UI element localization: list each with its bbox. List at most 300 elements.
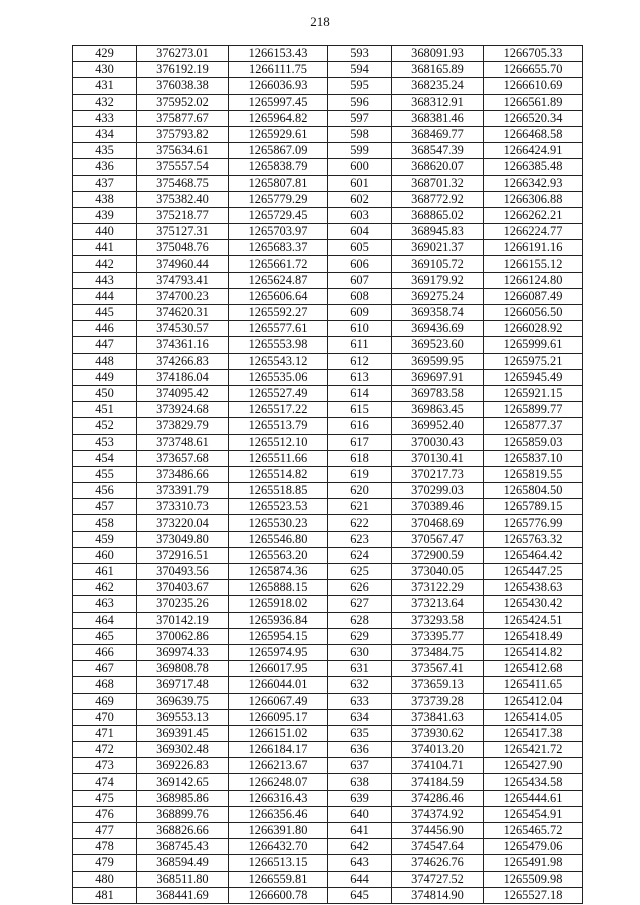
cell-y-coordinate: 1265513.79 [229,418,328,434]
cell-y-coordinate: 1265592.27 [229,305,328,321]
cell-y-coordinate: 1265479.06 [484,839,583,855]
cell-x-coordinate: 373049.80 [137,531,229,547]
cell-x-coordinate: 373659.13 [392,677,484,693]
cell-x-coordinate: 369523.60 [392,337,484,353]
cell-point-number: 447 [73,337,137,353]
cell-x-coordinate: 373829.79 [137,418,229,434]
cell-y-coordinate: 1265918.02 [229,596,328,612]
cell-point-number: 451 [73,402,137,418]
cell-x-coordinate: 368985.86 [137,790,229,806]
cell-point-number: 463 [73,596,137,612]
cell-y-coordinate: 1266248.07 [229,774,328,790]
cell-point-number: 441 [73,240,137,256]
cell-x-coordinate: 368091.93 [392,46,484,62]
cell-point-number: 458 [73,515,137,531]
table-row [73,661,583,677]
cell-point-number: 438 [73,191,137,207]
table-row [73,288,583,304]
cell-y-coordinate: 1265683.37 [229,240,328,256]
cell-point-number: 608 [328,288,392,304]
cell-y-coordinate: 1266087.49 [484,288,583,304]
cell-point-number: 618 [328,450,392,466]
cell-x-coordinate: 374960.44 [137,256,229,272]
cell-point-number: 632 [328,677,392,693]
cell-y-coordinate: 1265530.23 [229,515,328,531]
cell-x-coordinate: 369863.45 [392,402,484,418]
cell-point-number: 474 [73,774,137,790]
cell-y-coordinate: 1266705.33 [484,46,583,62]
cell-y-coordinate: 1265509.98 [484,871,583,887]
cell-y-coordinate: 1266184.17 [229,742,328,758]
cell-x-coordinate: 375048.76 [137,240,229,256]
cell-x-coordinate: 375793.82 [137,126,229,142]
cell-point-number: 469 [73,693,137,709]
cell-y-coordinate: 1265546.80 [229,531,328,547]
table-row [73,159,583,175]
cell-y-coordinate: 1265514.82 [229,466,328,482]
cell-y-coordinate: 1266155.12 [484,256,583,272]
table-row [73,515,583,531]
cell-x-coordinate: 370130.41 [392,450,484,466]
cell-point-number: 631 [328,661,392,677]
cell-point-number: 432 [73,94,137,110]
table-row [73,483,583,499]
cell-y-coordinate: 1265517.22 [229,402,328,418]
cell-y-coordinate: 1266036.93 [229,78,328,94]
cell-y-coordinate: 1265703.97 [229,224,328,240]
cell-y-coordinate: 1265999.61 [484,337,583,353]
cell-point-number: 472 [73,742,137,758]
cell-y-coordinate: 1266213.67 [229,758,328,774]
cell-point-number: 476 [73,806,137,822]
cell-y-coordinate: 1266316.43 [229,790,328,806]
table-row [73,418,583,434]
cell-y-coordinate: 1265577.61 [229,321,328,337]
cell-y-coordinate: 1266559.81 [229,871,328,887]
cell-x-coordinate: 369783.58 [392,385,484,401]
cell-point-number: 453 [73,434,137,450]
cell-x-coordinate: 368594.49 [137,855,229,871]
cell-point-number: 613 [328,369,392,385]
cell-y-coordinate: 1265523.53 [229,499,328,515]
cell-y-coordinate: 1266017.95 [229,661,328,677]
cell-point-number: 644 [328,871,392,887]
cell-point-number: 612 [328,353,392,369]
cell-x-coordinate: 369358.74 [392,305,484,321]
table-row [73,78,583,94]
cell-y-coordinate: 1265543.12 [229,353,328,369]
cell-y-coordinate: 1265465.72 [484,823,583,839]
table-row [73,434,583,450]
cell-x-coordinate: 375952.02 [137,94,229,110]
table-row [73,272,583,288]
cell-x-coordinate: 369952.40 [392,418,484,434]
cell-x-coordinate: 370062.86 [137,628,229,644]
table-row [73,385,583,401]
cell-x-coordinate: 370142.19 [137,612,229,628]
cell-x-coordinate: 369302.48 [137,742,229,758]
table-row [73,240,583,256]
cell-y-coordinate: 1265819.55 [484,466,583,482]
cell-point-number: 606 [328,256,392,272]
table-row [73,774,583,790]
cell-point-number: 623 [328,531,392,547]
cell-point-number: 615 [328,402,392,418]
cell-y-coordinate: 1266306.88 [484,191,583,207]
cell-y-coordinate: 1265763.32 [484,531,583,547]
cell-point-number: 593 [328,46,392,62]
cell-x-coordinate: 369021.37 [392,240,484,256]
table-row [73,305,583,321]
cell-point-number: 466 [73,644,137,660]
cell-point-number: 478 [73,839,137,855]
cell-y-coordinate: 1266513.15 [229,855,328,871]
cell-y-coordinate: 1266610.69 [484,78,583,94]
cell-y-coordinate: 1265563.20 [229,547,328,563]
cell-x-coordinate: 374793.41 [137,272,229,288]
cell-point-number: 636 [328,742,392,758]
table-row [73,175,583,191]
cell-x-coordinate: 368899.76 [137,806,229,822]
cell-point-number: 598 [328,126,392,142]
cell-point-number: 643 [328,855,392,871]
cell-x-coordinate: 368469.77 [392,126,484,142]
cell-y-coordinate: 1266028.92 [484,321,583,337]
cell-point-number: 641 [328,823,392,839]
cell-y-coordinate: 1265837.10 [484,450,583,466]
table-row [73,337,583,353]
cell-point-number: 605 [328,240,392,256]
cell-y-coordinate: 1265464.42 [484,547,583,563]
cell-point-number: 468 [73,677,137,693]
cell-point-number: 629 [328,628,392,644]
cell-y-coordinate: 1265454.91 [484,806,583,822]
cell-x-coordinate: 373657.68 [137,450,229,466]
cell-x-coordinate: 373567.41 [392,661,484,677]
cell-point-number: 645 [328,887,392,903]
cell-y-coordinate: 1265945.49 [484,369,583,385]
cell-x-coordinate: 373293.58 [392,612,484,628]
cell-point-number: 481 [73,887,137,903]
cell-x-coordinate: 369105.72 [392,256,484,272]
cell-x-coordinate: 368865.02 [392,207,484,223]
cell-x-coordinate: 374456.90 [392,823,484,839]
cell-x-coordinate: 369697.91 [392,369,484,385]
table-row [73,855,583,871]
cell-x-coordinate: 373748.61 [137,434,229,450]
cell-point-number: 465 [73,628,137,644]
cell-x-coordinate: 373486.66 [137,466,229,482]
cell-x-coordinate: 375218.77 [137,207,229,223]
cell-x-coordinate: 374814.90 [392,887,484,903]
cell-x-coordinate: 369974.33 [137,644,229,660]
table-row [73,62,583,78]
cell-x-coordinate: 374530.57 [137,321,229,337]
cell-point-number: 603 [328,207,392,223]
cell-x-coordinate: 373040.05 [392,564,484,580]
table-row [73,644,583,660]
cell-y-coordinate: 1265936.84 [229,612,328,628]
cell-point-number: 460 [73,547,137,563]
cell-y-coordinate: 1265418.49 [484,628,583,644]
cell-x-coordinate: 374104.71 [392,758,484,774]
cell-y-coordinate: 1265867.09 [229,143,328,159]
cell-point-number: 452 [73,418,137,434]
cell-point-number: 628 [328,612,392,628]
cell-y-coordinate: 1265417.38 [484,725,583,741]
cell-x-coordinate: 373213.64 [392,596,484,612]
cell-x-coordinate: 370468.69 [392,515,484,531]
cell-x-coordinate: 373310.73 [137,499,229,515]
cell-point-number: 616 [328,418,392,434]
table-row [73,191,583,207]
cell-x-coordinate: 370567.47 [392,531,484,547]
cell-y-coordinate: 1266342.93 [484,175,583,191]
cell-point-number: 633 [328,693,392,709]
cell-point-number: 627 [328,596,392,612]
cell-point-number: 604 [328,224,392,240]
cell-y-coordinate: 1265954.15 [229,628,328,644]
cell-x-coordinate: 369599.95 [392,353,484,369]
table-row [73,823,583,839]
cell-x-coordinate: 368772.92 [392,191,484,207]
cell-y-coordinate: 1265606.64 [229,288,328,304]
cell-point-number: 614 [328,385,392,401]
cell-x-coordinate: 370403.67 [137,580,229,596]
cell-x-coordinate: 373484.75 [392,644,484,660]
cell-y-coordinate: 1266044.01 [229,677,328,693]
cell-y-coordinate: 1266224.77 [484,224,583,240]
cell-x-coordinate: 373924.68 [137,402,229,418]
cell-y-coordinate: 1266385.48 [484,159,583,175]
cell-y-coordinate: 1265964.82 [229,110,328,126]
cell-point-number: 457 [73,499,137,515]
cell-x-coordinate: 372900.59 [392,547,484,563]
cell-x-coordinate: 374095.42 [137,385,229,401]
cell-y-coordinate: 1265859.03 [484,434,583,450]
cell-y-coordinate: 1266191.16 [484,240,583,256]
cell-point-number: 462 [73,580,137,596]
cell-point-number: 437 [73,175,137,191]
cell-point-number: 639 [328,790,392,806]
cell-x-coordinate: 368701.32 [392,175,484,191]
table-row [73,110,583,126]
cell-point-number: 449 [73,369,137,385]
cell-x-coordinate: 368511.80 [137,871,229,887]
cell-y-coordinate: 1266468.58 [484,126,583,142]
cell-y-coordinate: 1266424.91 [484,143,583,159]
cell-y-coordinate: 1266067.49 [229,693,328,709]
cell-x-coordinate: 368165.89 [392,62,484,78]
cell-point-number: 444 [73,288,137,304]
cell-point-number: 624 [328,547,392,563]
cell-point-number: 434 [73,126,137,142]
cell-y-coordinate: 1265512.10 [229,434,328,450]
cell-x-coordinate: 374727.52 [392,871,484,887]
cell-point-number: 477 [73,823,137,839]
cell-y-coordinate: 1265491.98 [484,855,583,871]
cell-point-number: 443 [73,272,137,288]
cell-x-coordinate: 373391.79 [137,483,229,499]
cell-y-coordinate: 1266124.80 [484,272,583,288]
cell-x-coordinate: 369142.65 [137,774,229,790]
cell-x-coordinate: 372916.51 [137,547,229,563]
cell-point-number: 630 [328,644,392,660]
cell-point-number: 450 [73,385,137,401]
cell-x-coordinate: 374374.92 [392,806,484,822]
cell-point-number: 480 [73,871,137,887]
table-row [73,693,583,709]
cell-x-coordinate: 368745.43 [137,839,229,855]
table-row [73,806,583,822]
cell-point-number: 626 [328,580,392,596]
cell-x-coordinate: 376273.01 [137,46,229,62]
cell-y-coordinate: 1265789.15 [484,499,583,515]
cell-x-coordinate: 373220.04 [137,515,229,531]
cell-point-number: 442 [73,256,137,272]
table-row [73,126,583,142]
cell-y-coordinate: 1266151.02 [229,725,328,741]
cell-y-coordinate: 1266600.78 [229,887,328,903]
table-row [73,564,583,580]
table-row [73,725,583,741]
cell-x-coordinate: 373122.29 [392,580,484,596]
cell-x-coordinate: 374700.23 [137,288,229,304]
cell-x-coordinate: 375877.67 [137,110,229,126]
cell-x-coordinate: 368620.07 [392,159,484,175]
cell-point-number: 467 [73,661,137,677]
cell-x-coordinate: 375127.31 [137,224,229,240]
cell-y-coordinate: 1265624.87 [229,272,328,288]
cell-point-number: 634 [328,709,392,725]
cell-point-number: 596 [328,94,392,110]
table-row [73,531,583,547]
cell-y-coordinate: 1265527.49 [229,385,328,401]
cell-y-coordinate: 1266111.75 [229,62,328,78]
cell-x-coordinate: 369275.24 [392,288,484,304]
table-row [73,547,583,563]
page-number: 218 [310,14,330,29]
cell-x-coordinate: 374361.16 [137,337,229,353]
cell-point-number: 456 [73,483,137,499]
cell-x-coordinate: 373841.63 [392,709,484,725]
cell-y-coordinate: 1265444.61 [484,790,583,806]
cell-y-coordinate: 1266561.89 [484,94,583,110]
cell-point-number: 635 [328,725,392,741]
cell-point-number: 436 [73,159,137,175]
cell-x-coordinate: 375634.61 [137,143,229,159]
cell-point-number: 600 [328,159,392,175]
table-row [73,353,583,369]
table-row [73,758,583,774]
cell-point-number: 475 [73,790,137,806]
cell-y-coordinate: 1266520.34 [484,110,583,126]
cell-point-number: 599 [328,143,392,159]
cell-y-coordinate: 1266432.70 [229,839,328,855]
cell-point-number: 609 [328,305,392,321]
cell-x-coordinate: 375557.54 [137,159,229,175]
cell-y-coordinate: 1265899.77 [484,402,583,418]
cell-x-coordinate: 369717.48 [137,677,229,693]
cell-y-coordinate: 1265447.25 [484,564,583,580]
cell-y-coordinate: 1266356.46 [229,806,328,822]
cell-y-coordinate: 1265414.05 [484,709,583,725]
cell-y-coordinate: 1265776.99 [484,515,583,531]
cell-point-number: 454 [73,450,137,466]
cell-x-coordinate: 368547.39 [392,143,484,159]
cell-point-number: 448 [73,353,137,369]
cell-y-coordinate: 1266655.70 [484,62,583,78]
cell-point-number: 617 [328,434,392,450]
cell-point-number: 430 [73,62,137,78]
cell-point-number: 637 [328,758,392,774]
table-row [73,321,583,337]
cell-point-number: 611 [328,337,392,353]
cell-y-coordinate: 1265804.50 [484,483,583,499]
cell-y-coordinate: 1265421.72 [484,742,583,758]
cell-x-coordinate: 368826.66 [137,823,229,839]
cell-x-coordinate: 369226.83 [137,758,229,774]
cell-y-coordinate: 1265929.61 [229,126,328,142]
cell-point-number: 601 [328,175,392,191]
table-row [73,143,583,159]
cell-point-number: 602 [328,191,392,207]
cell-x-coordinate: 370235.26 [137,596,229,612]
cell-point-number: 461 [73,564,137,580]
cell-x-coordinate: 376192.19 [137,62,229,78]
cell-x-coordinate: 369808.78 [137,661,229,677]
cell-x-coordinate: 374626.76 [392,855,484,871]
cell-y-coordinate: 1266153.43 [229,46,328,62]
cell-y-coordinate: 1265888.15 [229,580,328,596]
table-row [73,628,583,644]
table-row [73,46,583,62]
cell-point-number: 439 [73,207,137,223]
table-row [73,207,583,223]
cell-point-number: 433 [73,110,137,126]
cell-point-number: 607 [328,272,392,288]
table-row [73,596,583,612]
table-row [73,790,583,806]
cell-y-coordinate: 1265414.82 [484,644,583,660]
cell-point-number: 625 [328,564,392,580]
coordinates-table [72,45,583,904]
cell-y-coordinate: 1265661.72 [229,256,328,272]
cell-point-number: 479 [73,855,137,871]
cell-y-coordinate: 1265411.65 [484,677,583,693]
cell-x-coordinate: 373930.62 [392,725,484,741]
cell-y-coordinate: 1265807.81 [229,175,328,191]
cell-y-coordinate: 1265553.98 [229,337,328,353]
cell-x-coordinate: 368381.46 [392,110,484,126]
table-row [73,871,583,887]
cell-x-coordinate: 376038.38 [137,78,229,94]
cell-y-coordinate: 1265527.18 [484,887,583,903]
cell-point-number: 619 [328,466,392,482]
cell-x-coordinate: 368312.91 [392,94,484,110]
cell-point-number: 455 [73,466,137,482]
cell-x-coordinate: 369436.69 [392,321,484,337]
table-row [73,709,583,725]
cell-point-number: 610 [328,321,392,337]
cell-y-coordinate: 1265434.58 [484,774,583,790]
cell-y-coordinate: 1266095.17 [229,709,328,725]
table-row [73,742,583,758]
cell-point-number: 620 [328,483,392,499]
cell-x-coordinate: 370299.03 [392,483,484,499]
cell-y-coordinate: 1265412.04 [484,693,583,709]
cell-x-coordinate: 374266.83 [137,353,229,369]
